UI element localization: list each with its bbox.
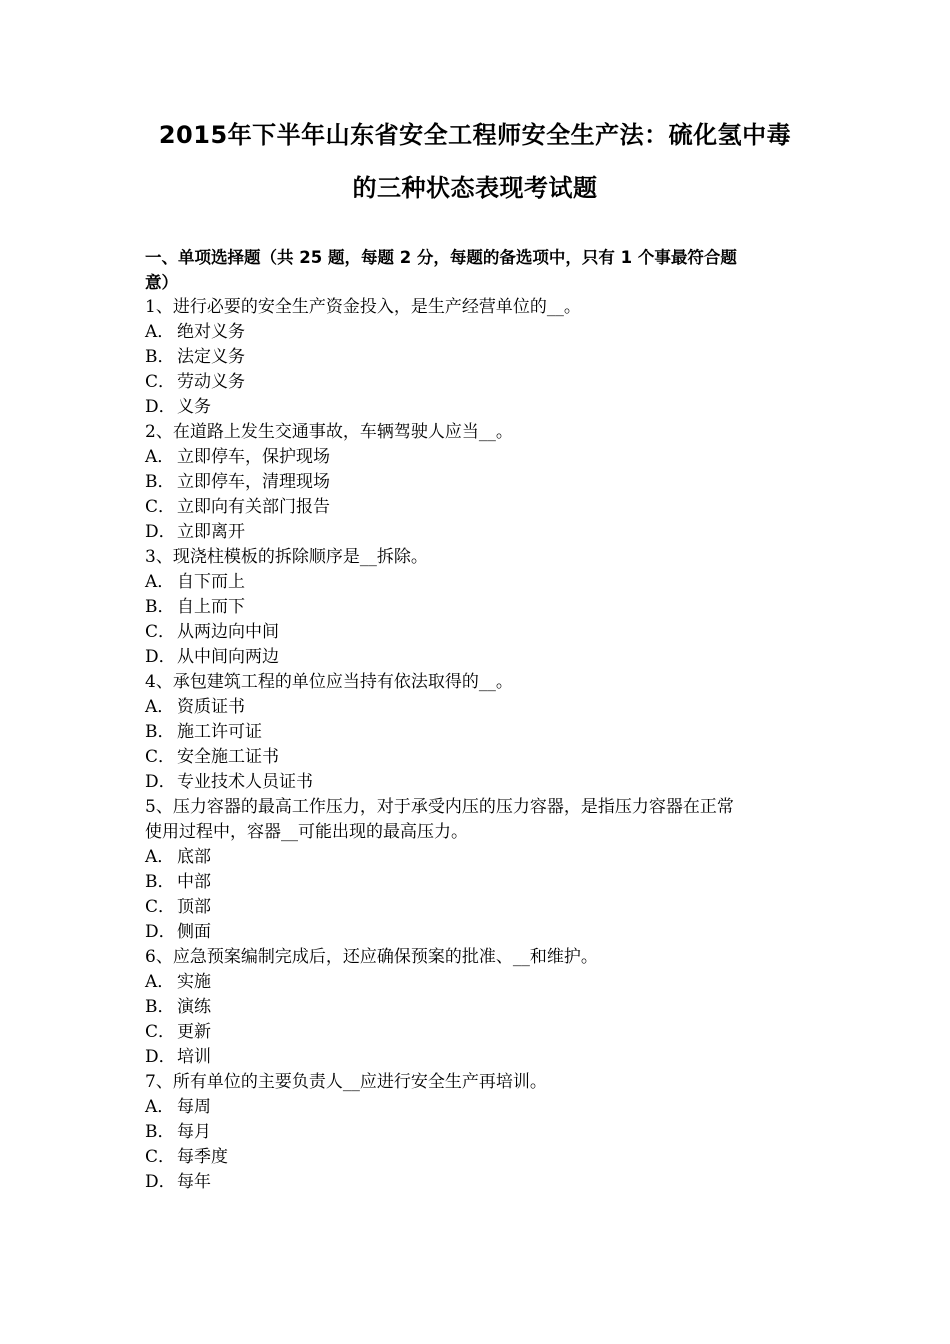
option-b [145, 345, 810, 370]
option-letter: A． [145, 1097, 175, 1117]
option-letter: B． [145, 722, 175, 742]
option-d [145, 395, 810, 420]
option-text: 演练 [177, 997, 211, 1017]
question-stem: 6、应急预案编制完成后，还应确保预案的批准、__和维护。 [145, 947, 598, 967]
option-text: 绝对义务 [177, 322, 245, 342]
question-stem: 5、压力容器的最高工作压力，对于承受内压的压力容器，是指压力容器在正常 [145, 797, 734, 817]
option-b [145, 720, 810, 745]
option-letter: C． [145, 497, 176, 517]
section-heading-line-1: 一、单项选择题（共 25 题，每题 2 分，每题的备选项中，只有 1 个事最符合题 [145, 248, 737, 267]
option-c [145, 370, 810, 395]
question-7 [145, 1070, 810, 1195]
option-letter: D． [145, 522, 176, 542]
option-letter: B． [145, 872, 175, 892]
option-c [145, 620, 810, 645]
option-d [145, 920, 810, 945]
option-d [145, 520, 810, 545]
option-text: 顶部 [177, 897, 211, 917]
question-stem: 3、现浇柱模板的拆除顺序是__拆除。 [145, 547, 428, 567]
question-2 [145, 420, 810, 545]
option-d [145, 770, 810, 795]
option-text: 培训 [177, 1047, 211, 1067]
option-text: 立即离开 [177, 522, 245, 542]
question-1 [145, 295, 810, 420]
option-a [145, 320, 810, 345]
option-letter: A． [145, 447, 175, 467]
option-text: 每月 [177, 1122, 211, 1142]
option-b [145, 1120, 810, 1145]
option-a [145, 445, 810, 470]
question-stem-continued: 使用过程中，容器__可能出现的最高压力。 [145, 822, 468, 842]
option-letter: B． [145, 472, 175, 492]
option-text: 底部 [177, 847, 211, 867]
section-heading-line-2: 意） [145, 273, 178, 292]
option-d [145, 1045, 810, 1070]
option-letter: D． [145, 647, 176, 667]
option-text: 每周 [177, 1097, 211, 1117]
option-text: 从两边向中间 [177, 622, 279, 642]
option-c [145, 1020, 810, 1045]
option-text: 实施 [177, 972, 211, 992]
option-letter: A． [145, 972, 175, 992]
question-stem: 4、承包建筑工程的单位应当持有依法取得的__。 [145, 672, 513, 692]
option-text: 安全施工证书 [177, 747, 279, 767]
option-letter: A． [145, 697, 175, 717]
document-title-line-1: 2015年下半年山东省安全工程师安全生产法：硫化氢中毒 [158, 121, 792, 149]
option-letter: C． [145, 897, 176, 917]
option-text: 资质证书 [177, 697, 245, 717]
option-d [145, 645, 810, 670]
option-letter: D． [145, 1047, 176, 1067]
option-letter: D． [145, 922, 176, 942]
option-c [145, 1145, 810, 1170]
question-5 [145, 795, 810, 945]
option-text: 从中间向两边 [177, 647, 279, 667]
option-text: 每季度 [177, 1147, 228, 1167]
option-text: 义务 [177, 397, 211, 417]
document-body [145, 245, 810, 1195]
option-letter: B． [145, 1122, 175, 1142]
option-text: 侧面 [177, 922, 211, 942]
option-c [145, 495, 810, 520]
option-text: 立即停车，保护现场 [177, 447, 330, 467]
option-text: 法定义务 [177, 347, 245, 367]
option-letter: C． [145, 622, 176, 642]
option-text: 立即停车，清理现场 [177, 472, 330, 492]
option-b [145, 470, 810, 495]
question-6 [145, 945, 810, 1070]
option-text: 劳动义务 [177, 372, 245, 392]
option-letter: C． [145, 1022, 176, 1042]
option-letter: B． [145, 347, 175, 367]
option-text: 专业技术人员证书 [177, 772, 313, 792]
question-3 [145, 545, 810, 670]
question-stem: 2、在道路上发生交通事故，车辆驾驶人应当__。 [145, 422, 513, 442]
option-a [145, 970, 810, 995]
option-text: 中部 [177, 872, 211, 892]
option-letter: C． [145, 372, 176, 392]
option-b [145, 870, 810, 895]
option-text: 更新 [177, 1022, 211, 1042]
option-c [145, 745, 810, 770]
option-b [145, 595, 810, 620]
document-title-line-2: 的三种状态表现考试题 [352, 174, 598, 202]
option-a [145, 1095, 810, 1120]
option-letter: D． [145, 1172, 176, 1192]
question-stem: 7、所有单位的主要负责人__应进行安全生产再培训。 [145, 1072, 547, 1092]
option-d [145, 1170, 810, 1195]
option-letter: D． [145, 772, 176, 792]
option-text: 自下而上 [177, 572, 245, 592]
option-letter: A． [145, 572, 175, 592]
option-b [145, 995, 810, 1020]
option-c [145, 895, 810, 920]
option-letter: D． [145, 397, 176, 417]
option-text: 立即向有关部门报告 [177, 497, 330, 517]
option-letter: C． [145, 747, 176, 767]
option-text: 每年 [177, 1172, 211, 1192]
option-text: 自上而下 [177, 597, 245, 617]
option-text: 施工许可证 [177, 722, 262, 742]
question-4 [145, 670, 810, 795]
option-a [145, 845, 810, 870]
option-a [145, 570, 810, 595]
option-letter: C． [145, 1147, 176, 1167]
option-letter: A． [145, 322, 175, 342]
option-a [145, 695, 810, 720]
option-letter: A． [145, 847, 175, 867]
option-letter: B． [145, 997, 175, 1017]
option-letter: B． [145, 597, 175, 617]
question-stem: 1、进行必要的安全生产资金投入，是生产经营单位的__。 [145, 297, 581, 317]
